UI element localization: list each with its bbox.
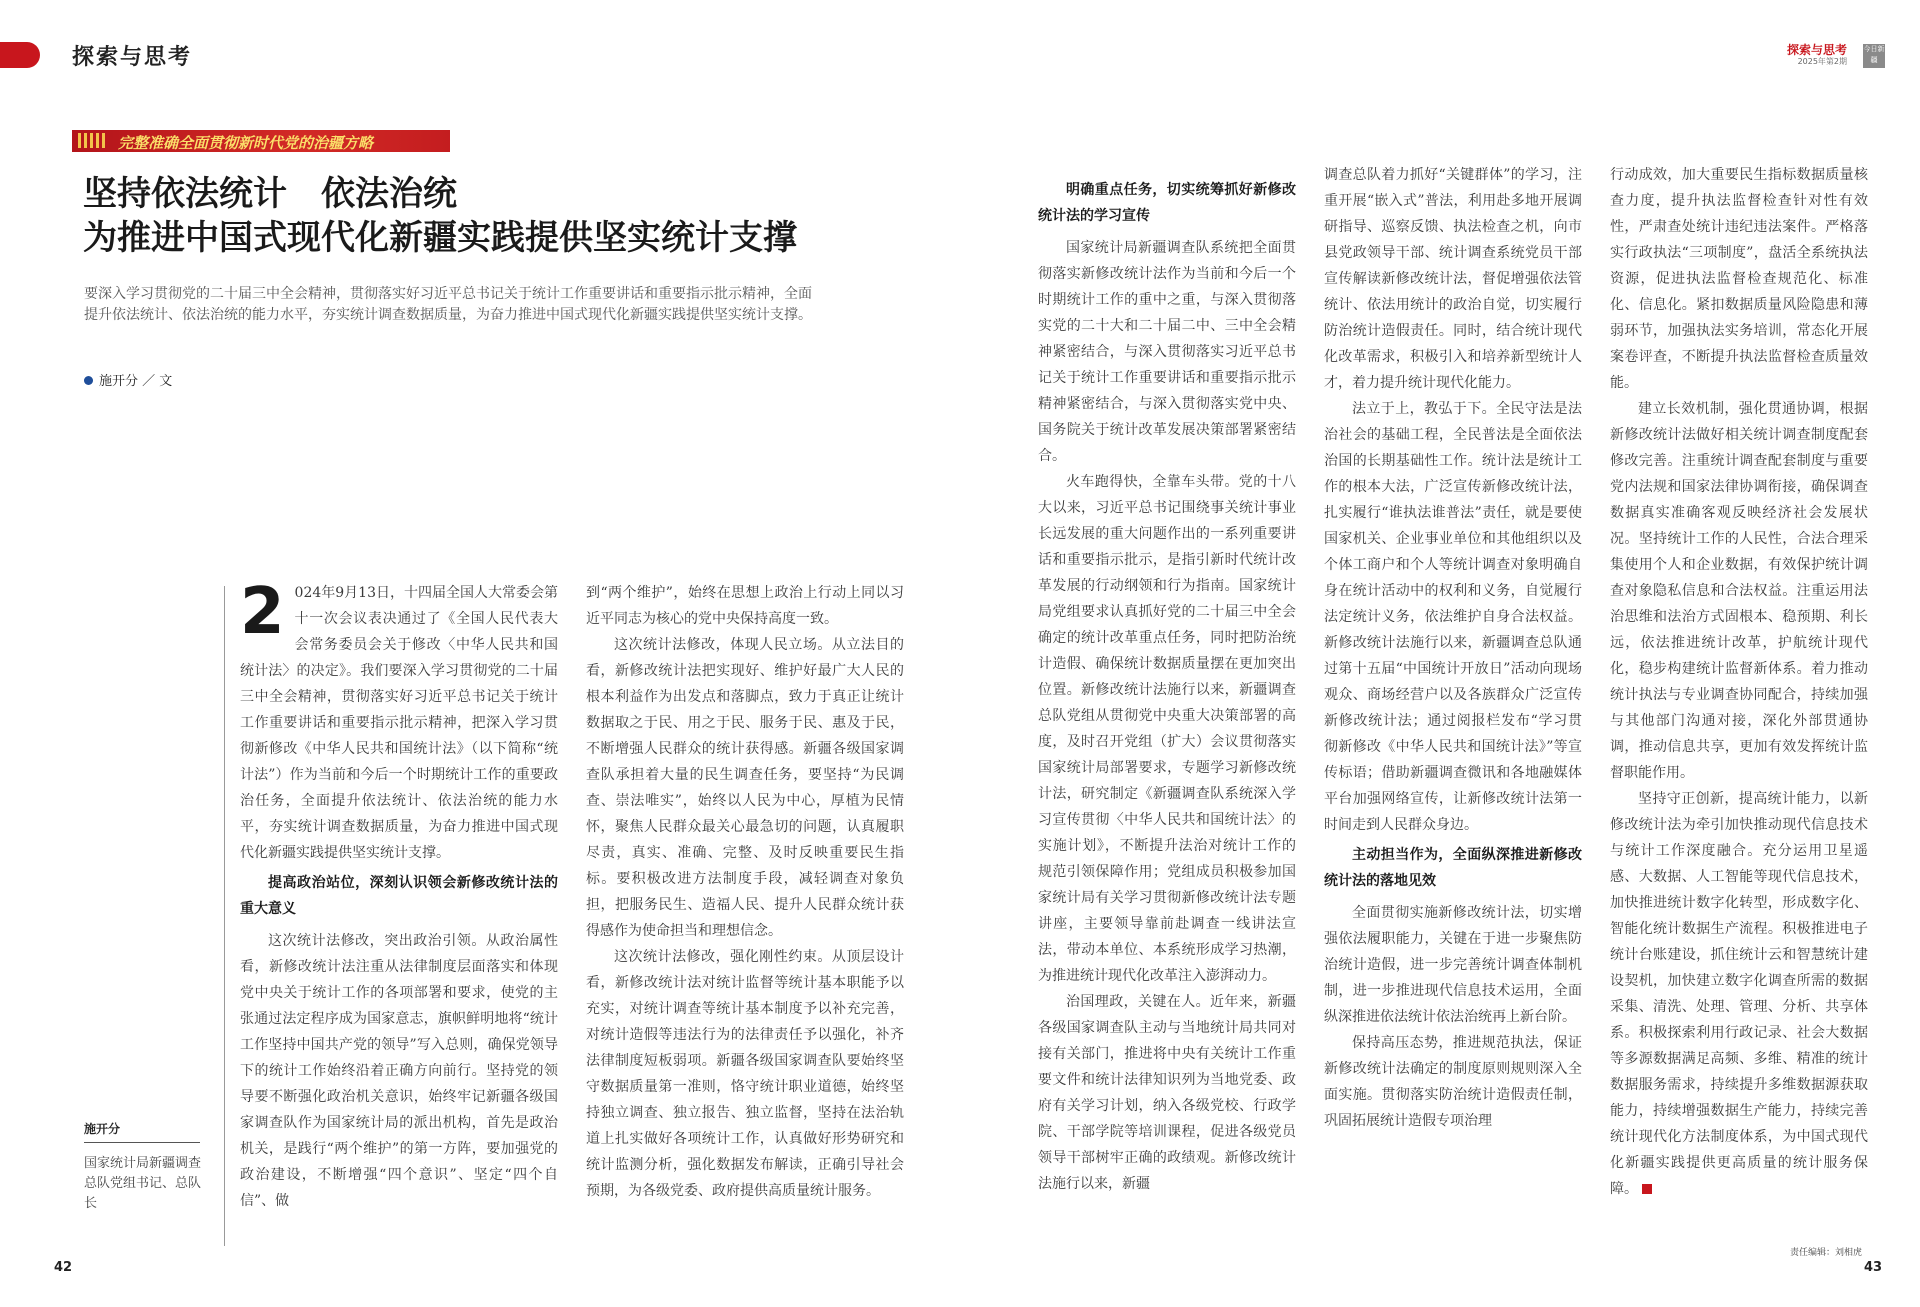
paragraph	[1610, 786, 1868, 1202]
text-column-2	[586, 580, 904, 1204]
responsible-editor: 责任编辑：刘相虎	[1790, 1248, 1863, 1258]
page-number-left: 42	[54, 1260, 73, 1275]
article-title-line1: 坚持依法统计 依法治统	[83, 174, 457, 214]
text-column-1	[240, 575, 558, 1214]
section-tab-marker	[0, 42, 40, 68]
paragraph: 这次统计法修改，体现人民立场。从立法目的看，新修改统计法把实现好、维护好最广大人民的根本利益作为出发点和落脚点，致力于真正让统计数据取之于民、用之于民、服务于民、惠及于民，不断增强人民群众的统计获得感。新疆各级国家调查队承担着大量的民生调查任务，要坚持“为民调查、崇法唯实”，始终以人民为中心，厚植为民情怀，聚焦人民群众最关心最急切的问题，认真履职尽责，真实、准确、完整、及时反映重要民生指标。要积极改进方法制度手段，减轻调查对象负担，把服务民生、造福人民、提升人民群众统计获得感作为使命担当和理想信念。	[586, 637, 904, 939]
author-divider	[84, 1142, 200, 1143]
byline-author: 施开分 ／ 文	[99, 374, 173, 389]
article-title-line2: 为推进中国式现代化新疆实践提供坚实统计支撑	[83, 218, 797, 258]
text-column-3	[1038, 173, 1296, 1197]
header-right	[1787, 44, 1847, 67]
article-lead: 要深入学习贯彻党的二十届三中全会精神，贯彻落实好习近平总书记关于统计工作重要讲话和重要指示批示精神，全面提升依法统计、依法治统的能力水平，夯实统计调查数据质量，为奋力推进中国式现代化新疆实践提供坚实统计支撑。	[84, 286, 812, 323]
paragraph: 调查总队着力抓好“关键群体”的学习，注重开展“嵌入式”普法，利用赴多地开展调研指导、巡察反馈、执法检查之机，向市县党政领导干部、统计调查系统党员干部宣传解读新修改统计法，督促增强依法管统计、依法用统计的政治自觉，切实履行防治统计造假责任。同时，结合统计现代化改革需求，积极引入和培养新型统计人才，着力提升统计现代化能力。	[1324, 167, 1582, 391]
article-title	[83, 172, 797, 260]
paragraph: 保持高压态势，推进规范执法，保证新修改统计法确定的制度原则规则深入全面实施。贯彻落实防治统计造假责任制，巩固拓展统计造假专项治理	[1324, 1035, 1582, 1129]
paragraph-text: 坚持守正创新，提高统计能力，以新修改统计法为牵引加快推动现代信息技术与统计工作深度融合。充分运用卫星遥感、大数据、人工智能等现代信息技术，加快推进统计数字化转型，形成数字化、智能化统计数据生产流程。积极推进电子统计台账建设，抓住统计云和智慧统计建设契机，加快建立数字化调查所需的数据采集、清洗、处理、管理、分析、共享体系。积极探索利用行政记录、社会大数据等多源数据满足高频、多维、精准的统计数据服务需求，持续提升多维数据源获取能力，持续增强数据生产能力，持续完善统计现代化方法制度体系，为中国式现代化新疆实践提供更高质量的统计服务保障。	[1610, 791, 1868, 1197]
column-divider	[224, 586, 225, 1246]
section-heading: 提高政治站位，深刻认识领会新修改统计法的重大意义	[240, 875, 558, 917]
author-bio: 国家统计局新疆调查总队党组书记、总队长	[84, 1156, 202, 1211]
paragraph: 法立于上，教弘于下。全民守法是法治社会的基础工程，全民普法是全面依法治国的长期基础性工作。统计法是统计工作的根本大法，广泛宣传新修改统计法，扎实履行“谁执法谁普法”责任，就是要使国家机关、企业事业单位和其他组织以及个体工商户和个人等统计调查对象明确自身在统计活动中的权利和义务，自觉履行法定统计义务，依法维护自身合法权益。新修改统计法施行以来，新疆调查总队通过第十五届“中国统计开放日”活动向现场观众、商场经营户以及各族群众广泛宣传新修改统计法；通过阅报栏发布“学习贯彻新修改《中华人民共和国统计法》”等宣传标语；借助新疆调查微讯和各地融媒体平台加强网络宣传，让新修改统计法第一时间走到人民群众身边。	[1324, 401, 1582, 833]
paragraph: 全面贯彻实施新修改统计法，切实增强依法履职能力，关键在于进一步聚焦防治统计造假，进一步完善统计调查体制机制，进一步推进现代信息技术运用，全面纵深推进依法统计依法治统再上新台阶。	[1324, 905, 1582, 1025]
header-right-section: 探索与思考	[1787, 43, 1848, 57]
section-heading: 明确重点任务，切实统筹抓好新修改统计法的学习宣传	[1038, 182, 1296, 224]
byline	[84, 370, 172, 389]
banner-text: 完整准确全面贯彻新时代党的治疆方略	[118, 134, 374, 152]
paragraph: 024年9月13日，十四届全国人大常委会第十一次会议表决通过了《全国人民代表大会常务委员会关于修改〈中华人民共和国统计法〉的决定》。我们要深入学习贯彻党的二十届三中全会精神，贯彻落实好习近平总书记关于统计工作重要讲话和重要指示批示精神，把深入学习贯彻新修改《中华人民共和国统计法》（以下简称“统计法”）作为当前和今后一个时期统计工作的重要政治任务，全面提升依法统计、依法治统的能力水平，夯实统计调查数据质量，为奋力推进中国式现代化新疆实践提供坚实统计支撑。	[240, 585, 558, 861]
flag-decoration-icon	[78, 133, 108, 152]
header-issue: 2025年第2期	[1797, 57, 1848, 66]
paragraph: 建立长效机制，强化贯通协调，根据新修改统计法做好相关统计调查制度配套修改完善。注重统计调查配套制度与重要党内法规和国家法律协调衔接，确保调查数据真实准确客观反映经济社会发展状况。坚持统计工作的人民性，合法合理采集使用个人和企业数据，有效保护统计调查对象隐私信息和合法权益。注重运用法治思维和法治方式固根本、稳预期、利长远，依法推进统计改革，护航统计现代化，稳步构建统计监督新体系。着力推动统计执法与专业调查协同配合，持续加强与其他部门沟通对接，深化外部贯通协调，推动信息共享，更加有效发挥统计监督职能作用。	[1610, 401, 1868, 781]
text-column-5	[1610, 162, 1868, 1202]
bullet-dot-icon	[84, 376, 93, 385]
end-mark-icon	[1642, 1184, 1652, 1194]
magazine-logo: 今日新疆	[1863, 44, 1885, 68]
dropcap: 2	[240, 575, 285, 649]
text-column-4	[1324, 162, 1582, 1134]
paragraph: 治国理政，关键在人。近年来，新疆各级国家调查队主动与当地统计局共同对接有关部门，推进将中央有关统计工作重要文件和统计法律知识列为当地党委、政府有关学习计划，纳入各级党校、行政学院、干部学院等培训课程，促进各级党员领导干部树牢正确的政绩观。新修改统计法施行以来，新疆	[1038, 994, 1296, 1192]
paragraph: 国家统计局新疆调查队系统把全面贯彻落实新修改统计法作为当前和今后一个时期统计工作的重中之重，与深入贯彻落实党的二十大和二十届二中、三中全会精神紧密结合，与深入贯彻落实习近平总书记关于统计工作重要讲话和重要指示批示精神紧密结合，与深入贯彻落实党中央、国务院关于统计改革发展决策部署紧密结合。	[1038, 240, 1296, 464]
paragraph: 火车跑得快，全靠车头带。党的十八大以来，习近平总书记围绕事关统计事业长远发展的重大问题作出的一系列重要讲话和重要指示批示，是指引新时代统计改革发展的行动纲领和行为指南。国家统计局党组要求认真抓好党的二十届三中全会确定的统计改革重点任务，同时把防治统计造假、确保统计数据质量摆在更加突出位置。新修改统计法施行以来，新疆调查总队党组从贯彻党中央重大决策部署的高度，及时召开党组（扩大）会议贯彻落实国家统计局部署要求，专题学习新修改统计法，研究制定《新疆调查队系统深入学习宣传贯彻〈中华人民共和国统计法〉的实施计划》，不断提升法治对统计工作的规范引领保障作用；党组成员积极参加国家统计局有关学习贯彻新修改统计法专题讲座，主要领导靠前赴调查一线讲法宣法，带动本单位、本系统形成学习热潮，为推进统计现代化改革注入澎湃动力。	[1038, 474, 1296, 984]
section-title: 探索与思考	[72, 44, 193, 70]
paragraph: 行动成效，加大重要民生指标数据质量核查力度，提升执法监督检查针对性有效性，严肃查处统计违纪违法案件。严格落实行政执法“三项制度”，盘活全系统执法资源，促进执法监督检查规范化、标准化、信息化。紧扣数据质量风险隐患和薄弱环节，加强执法实务培训，常态化开展案卷评查，不断提升执法监督检查质量效能。	[1610, 167, 1868, 391]
paragraph: 这次统计法修改，突出政治引领。从政治属性看，新修改统计法注重从法律制度层面落实和体现党中央关于统计工作的各项部署和要求，使党的主张通过法定程序成为国家意志，旗帜鲜明地将“统计工作坚持中国共产党的领导”写入总则，确保党领导下的统计工作始终沿着正确方向前行。坚持党的领导要不断强化政治机关意识，始终牢记新疆各级国家调查队作为国家统计局的派出机构，首先是政治机关，是践行“两个维护”的第一方阵，要加强党的政治建设，不断增强“四个意识”、坚定“四个自信”、做	[240, 933, 558, 1209]
paragraph: 到“两个维护”，始终在思想上政治上行动上同以习近平同志为核心的党中央保持高度一致。	[586, 585, 904, 627]
paragraph: 这次统计法修改，强化刚性约束。从顶层设计看，新修改统计法对统计监督等统计基本职能予以充实，对统计调查等统计基本制度予以补充完善，对统计造假等违法行为的法律责任予以强化，补齐法律制度短板弱项。新疆各级国家调查队要始终坚守数据质量第一准则，恪守统计职业道德，始终坚持独立调查、独立报告、独立监督，坚持在法治轨道上扎实做好各项统计工作，认真做好形势研究和统计监测分析，强化数据发布解读，正确引导社会预期，为各级党委、政府提供高质量统计服务。	[586, 949, 904, 1199]
author-name: 施开分	[84, 1122, 121, 1136]
section-heading: 主动担当作为，全面纵深推进新修改统计法的落地见效	[1324, 847, 1582, 889]
page-number-right: 43	[1864, 1260, 1883, 1275]
